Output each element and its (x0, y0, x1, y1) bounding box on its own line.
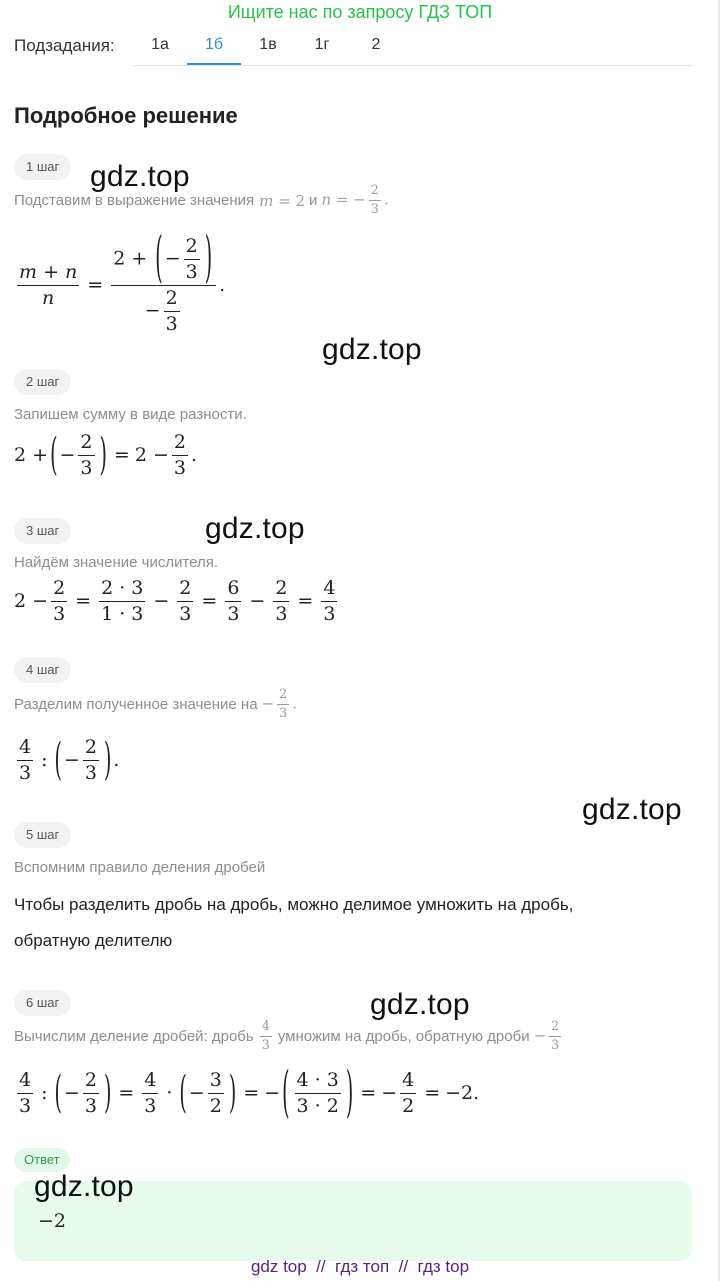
watermark: gdz.top (90, 160, 190, 193)
watermark: gdz.top (205, 512, 305, 545)
tab-1g[interactable]: 1г (314, 36, 330, 53)
rule-text-line-1: Чтобы разделить дробь на дробь, можно делимое умножить на дробь, (14, 895, 574, 914)
watermark: gdz.top (370, 988, 470, 1021)
step-badge-5: 5 шаг (14, 822, 71, 848)
section-title: Подробное решение (14, 103, 238, 128)
step-text-1-and: и (309, 191, 318, 209)
subtasks-label: Подзадания: (14, 36, 115, 55)
formula-step-4: $\frac{4}{3}$ : ( − $\frac{2}{3}$ ) . (19, 735, 120, 786)
answer-value: −2 (38, 1210, 67, 1232)
step-badge-3: 3 шаг (14, 518, 71, 544)
step-text-4 (14, 688, 297, 721)
promo-banner[interactable]: Ищите нас по запросу ГДЗ ТОП (227, 2, 493, 22)
formula-step-3: 2 − $\frac{2}{3}$ = $\frac{2 \cdot 3}{1 \cdot 3}$ − $\frac{2}{3}$ = $\frac{6}{3}$ − $\frac{2}{3}$ = $\frac{4}{3}$ (14, 577, 336, 625)
tab-1v[interactable]: 1в (259, 36, 277, 53)
tab-1b[interactable]: 1б (187, 28, 241, 66)
step-text-6-part-1: Вычислим деление дробей: дробь (14, 1027, 254, 1045)
step-text-5: Вспомним правило деления дробей (14, 859, 266, 876)
formula-n-value: n = − $\frac{2}{3}$ . (321, 183, 389, 218)
step-text-6 (14, 1020, 564, 1053)
formula-fraction-minus-2-3: − $\frac{2}{3}$ (533, 1019, 560, 1054)
step-badge-6: 6 шаг (14, 990, 71, 1016)
tab-1a[interactable]: 1а (151, 36, 169, 53)
watermark: gdz.top (322, 333, 422, 366)
step-badge-2: 2 шаг (14, 369, 71, 395)
step-text-4-label: Разделим полученное значение на (14, 695, 258, 713)
subtask-tabs (133, 28, 403, 66)
formula-fraction-4-3: $\frac{4}{3}$ (261, 1019, 270, 1054)
step-badge-4: 4 шаг (14, 657, 71, 683)
watermark: gdz.top (582, 793, 682, 826)
tabs-divider (133, 65, 693, 66)
step-text-3: Найдём значение числителя. (14, 554, 219, 571)
formula-step-2: 2 + ( − $\frac{2}{3}$ ) = 2 − $\frac{2}{3}$ . (14, 430, 198, 481)
rule-text-line-2: обратную делителю (14, 931, 173, 950)
step-text-6-part-2: умножим на дробь, обратную дроби (277, 1027, 530, 1045)
step-text-1 (14, 184, 389, 217)
formula-m-eq-2: m = 2 (259, 191, 306, 210)
tab-2[interactable]: 2 (371, 36, 381, 53)
footer-links[interactable]: gdz top // гдз топ // гдз top (250, 1257, 470, 1276)
step-badge-1: 1 шаг (14, 154, 71, 180)
step-text-1-label: Подставим в выражение значения (14, 191, 255, 209)
step-text-2: Запишем сумму в виде разности. (14, 406, 247, 423)
answer-badge: Ответ (14, 1148, 70, 1172)
formula-divisor: − $\frac{2}{3}$ . (261, 687, 298, 722)
watermark: gdz.top (34, 1170, 134, 1203)
formula-step-1: $\frac{m + n}{n}$ = 2 + ( − $\frac{2}{3}$ ) − $\frac{2}{3}$ . (19, 226, 226, 335)
formula-step-6: $\frac{4}{3}$ : ( − $\frac{2}{3}$ ) = $\frac{4}{3}$ · ( − $\frac{3}{2}$ ) = − ( $\frac{4 \cdot 3}{3 \cdot 2}$ ) = − $\frac{4}{2}$ = −2. (19, 1061, 480, 1126)
